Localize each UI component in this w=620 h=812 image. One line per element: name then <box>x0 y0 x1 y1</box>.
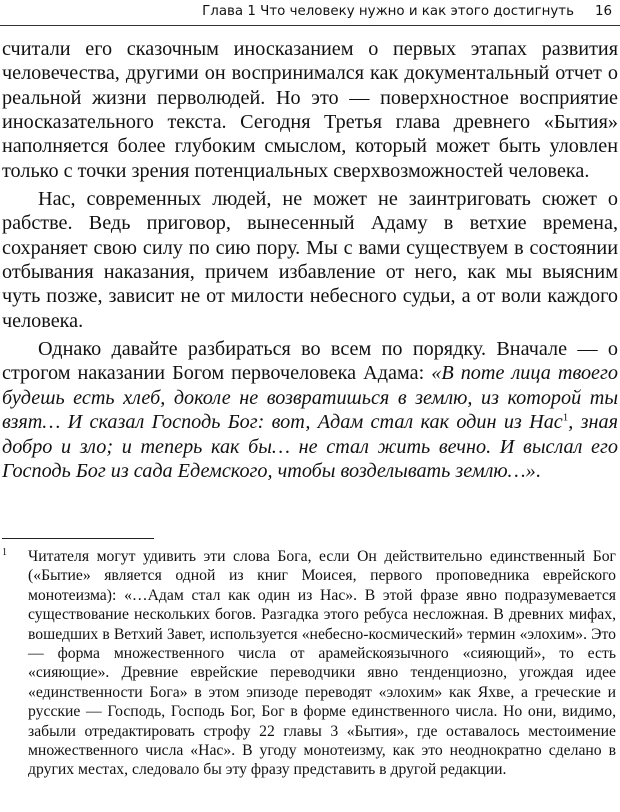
bible-quote-part-1: «В поте лица твоего будешь есть хлеб, доколе не возвратишься в землю, из которой ты взят… И сказал Господь Бог: вот, Адам стал как один из Нас <box>2 362 618 434</box>
paragraph-1: считали его сказочным иносказанием о первых этапах развития человечества, другими он воспринимался как документальный отчет о реальной жизни перволюдей. Но это — поверхностное восприятие иносказательного текста. Сегодня Третья глава древнего «Бытия» наполняется более глубоким смыслом, который может быть уловлен только с точки зрения потенциальных сверхвозможностей человека. <box>2 38 618 182</box>
footnote-mark: 1 <box>2 547 7 558</box>
paragraph-3-end: . <box>535 459 541 482</box>
paragraph-2: Нас, современных людей, не может не заинтриговать сюжет о рабстве. Ведь приговор, вынесенный Адаму в ветхие времена, сохраняет свою силу по сию пору. Мы с вами существуем в состоянии отбывания наказания, причем избавление от него, как мы выясним чуть позже, зависит не от милости небесного судьи, а от воли каждого человека. <box>2 188 618 332</box>
paragraph-3 <box>2 337 618 483</box>
footnote-text: Читателя могут удивить эти слова Бога, если Он действительно единственный Бог («Бытие» является одной из книг Моисея, первого проповедника еврейского монотеизма): «…Адам стал как один из Нас». В этой фразе явно подразумевается существование нескольких богов. Разгадка этого ребуса несложная. В древних мифах, вошедших в Ветхий Завет, используется «небесно-космический» термин «элохим». Это — форма множественного числа от арамейскоязычного «сияющий», то есть «сияющие». Древние еврейские переводчики явно тенденциозно, угождая идее «единственности Бога» в этом эпизоде переводят «элохим» как Яхве, а греческие и русские — Господь, Господь Бог, Бог в форме единственного числа. Но они, видимо, забыли отредактировать строфу 22 главы 3 «Бытия», где оставалось местоимение множественного числа «Нас». В угоду монотеизму, как это неоднократно сделано в других местах, следовало бы эту фразу представить в другой редакции. <box>28 548 616 779</box>
main-text <box>2 37 618 487</box>
bible-quote-part-2: , зная добро и зло; и теперь как бы… не стал жить вечно. И выслал его Господь Бог из сада Едемского, чтобы возделывать землю…» <box>2 411 618 482</box>
footnote <box>2 547 616 780</box>
chapter-title: Глава 1 Что человеку нужно и как этого достигнуть <box>202 4 574 19</box>
paragraph-3-intro: Однако давайте разбираться во всем по порядку. Вначале — о строгом наказании Богом первочеловека Адама: <box>2 338 618 385</box>
footnote-reference[interactable]: 1 <box>562 411 569 424</box>
page-number: 16 <box>594 4 612 19</box>
footnote-separator <box>2 538 154 539</box>
running-header <box>0 0 620 26</box>
header-rule <box>0 25 620 26</box>
